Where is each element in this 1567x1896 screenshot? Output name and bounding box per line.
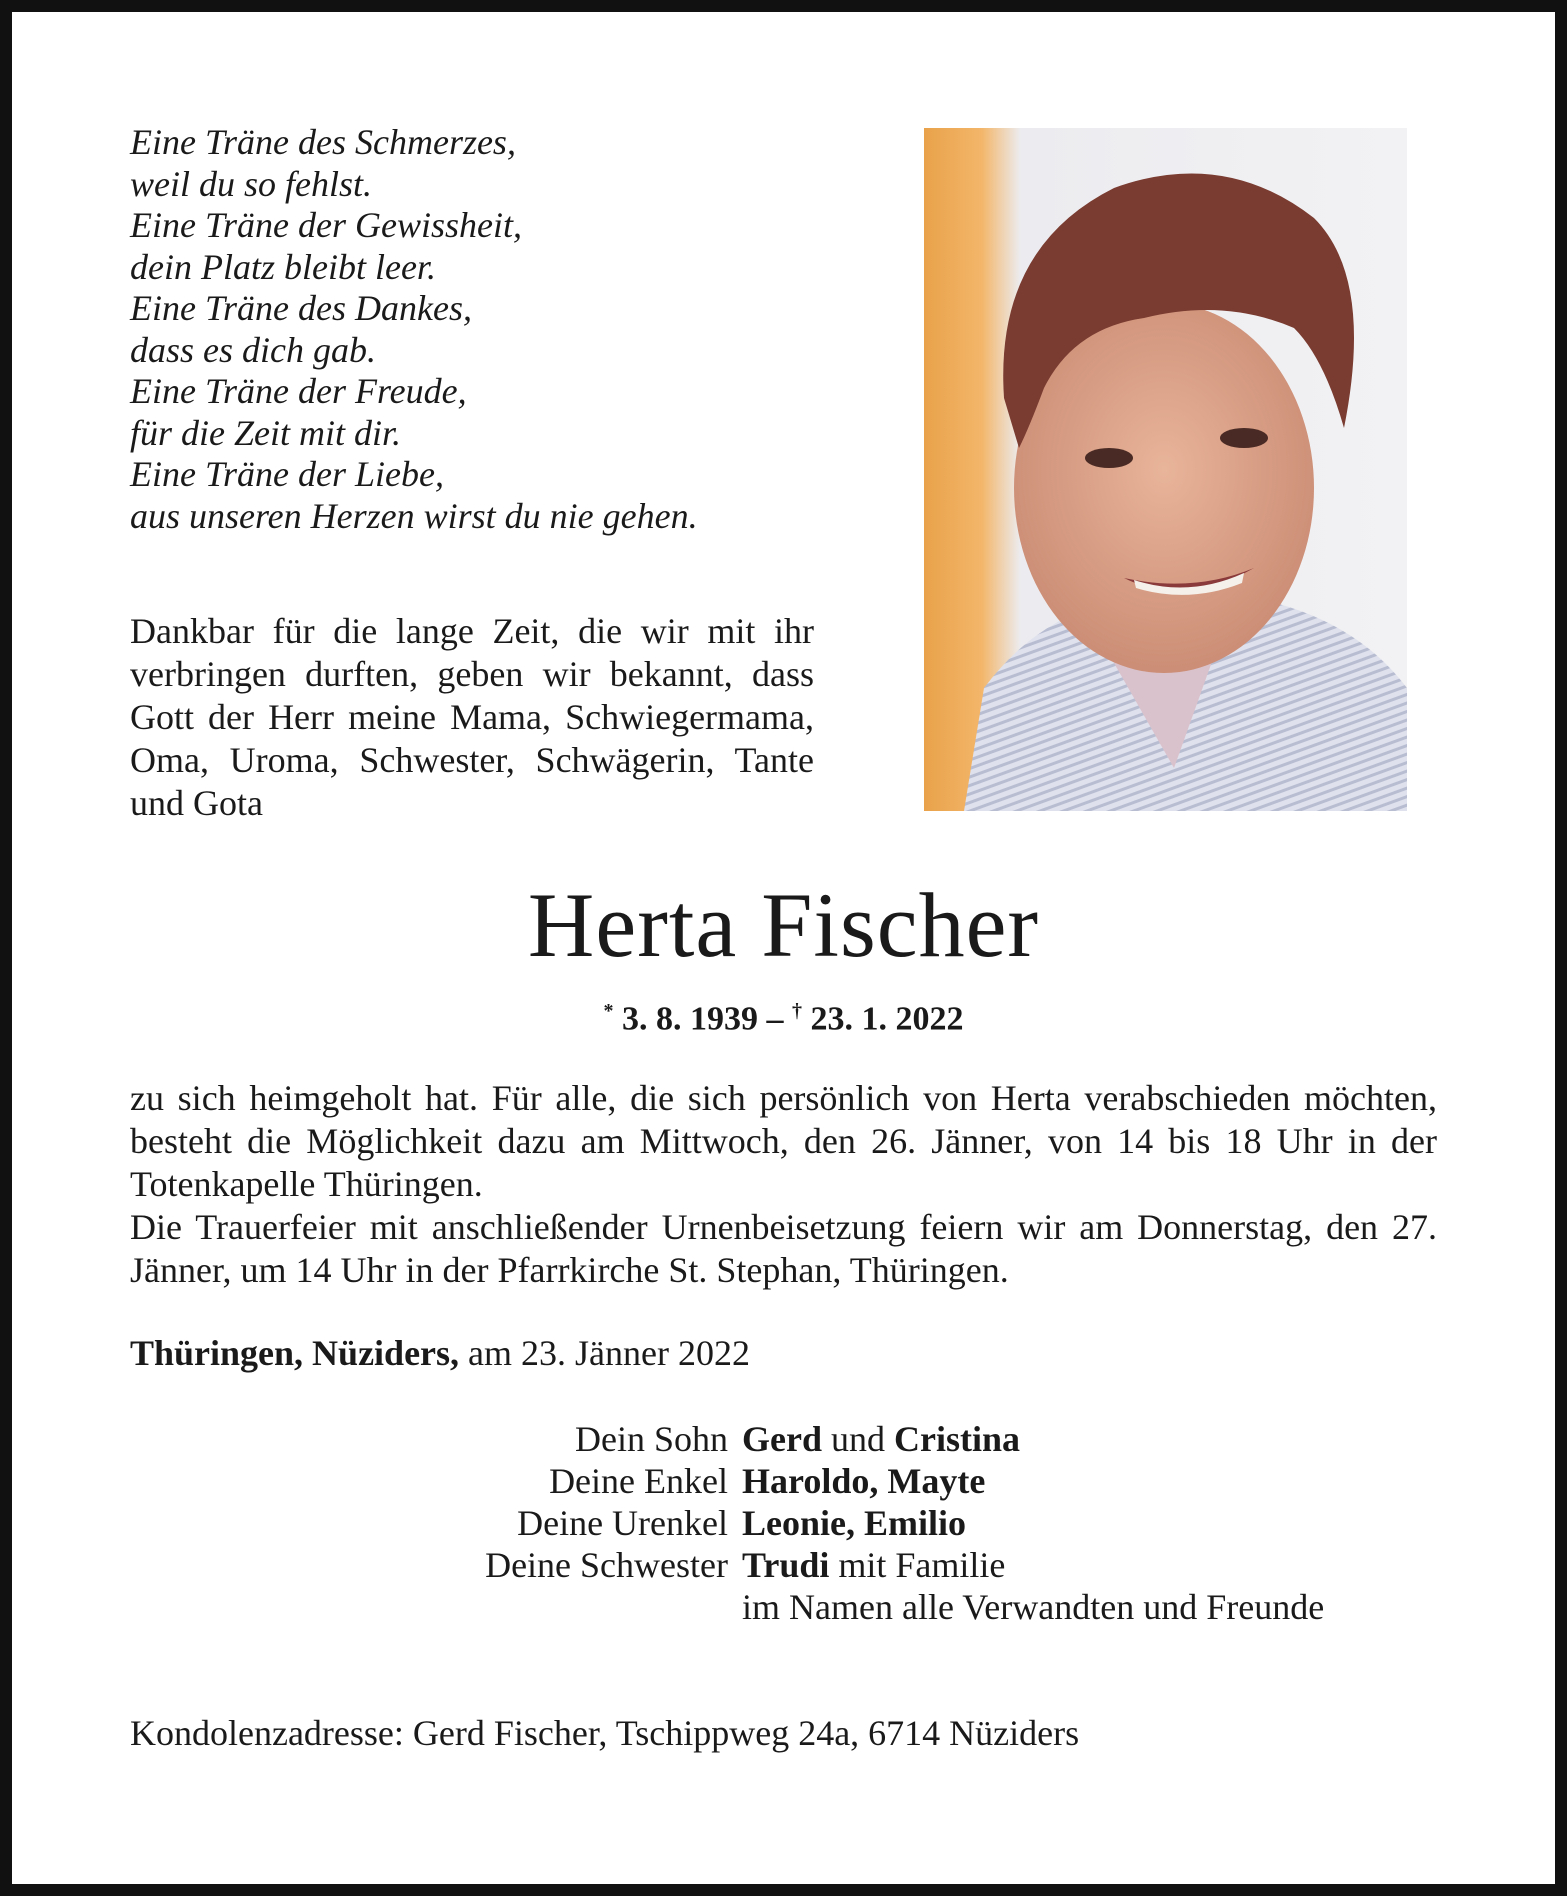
family-row — [130, 1544, 1437, 1586]
family-joiner: und — [830, 1419, 885, 1459]
family-row — [130, 1418, 1437, 1460]
family-row — [130, 1586, 1437, 1628]
poem-line: Eine Träne der Gewissheit, — [130, 205, 522, 245]
poem-line: Eine Träne der Liebe, — [130, 454, 444, 494]
family-row — [130, 1460, 1437, 1502]
life-dates — [0, 1000, 1567, 1038]
family-joiner: mit Familie — [838, 1545, 1006, 1585]
poem — [130, 122, 810, 537]
death-symbol: † — [792, 1000, 802, 1022]
portrait-photo — [924, 128, 1407, 811]
intro-text: Dankbar für die lange Zeit, die wir mit ihr verbringen durften, geben wir bekannt, dass Gott der Herr meine Mama, Schwiegermama, Oma, Uroma, Schwester, Schwägerin, Tante und Gota — [130, 611, 814, 823]
family-name: Haroldo, Mayte — [742, 1461, 986, 1501]
body-paragraph: zu sich heimgeholt hat. Für alle, die sich persönlich von Herta verabschieden möchten, besteht die Möglichkeit dazu am Mittwoch, den 26. Jänner, von 14 bis 18 Uhr in der Totenkapelle Thüringen. — [130, 1078, 1437, 1204]
family-relation: Deine Urenkel — [517, 1503, 728, 1543]
date-separator: – — [758, 1000, 792, 1038]
place-date — [130, 1332, 750, 1374]
family-relation: Deine Enkel — [549, 1461, 728, 1501]
condolence-address: Kondolenzadresse: Gerd Fischer, Tschippweg 24a, 6714 Nüziders — [130, 1713, 1080, 1753]
poem-line: für die Zeit mit dir. — [130, 412, 402, 453]
poem-line: aus unseren Herzen wirst du nie gehen. — [130, 495, 698, 536]
place-date-text: am 23. Jänner 2022 — [468, 1333, 750, 1373]
family-closing: im Namen alle Verwandten und Freunde — [742, 1587, 1325, 1627]
body-paragraph: Die Trauerfeier mit anschließender Urnenbeisetzung feiern wir am Donnerstag, den 27. Jänner, um 14 Uhr in der Pfarrkirche St. Stephan, Thüringen. — [130, 1207, 1437, 1290]
deceased-name: Herta Fischer — [527, 874, 1040, 976]
poem-line: Eine Träne des Schmerzes, — [130, 122, 516, 162]
family-name: Gerd — [742, 1419, 822, 1459]
family-row — [130, 1502, 1437, 1544]
death-date: 23. 1. 2022 — [810, 1000, 964, 1038]
poem-line: Eine Träne des Dankes, — [130, 288, 472, 328]
announcement-body — [130, 1077, 1437, 1292]
family-name: Leonie, Emilio — [742, 1503, 966, 1543]
birth-date: 3. 8. 1939 — [622, 1000, 758, 1038]
family-name: Trudi — [742, 1545, 830, 1585]
family-name: Cristina — [893, 1419, 1020, 1459]
birth-symbol: * — [603, 1000, 614, 1022]
poem-line: dein Platz bleibt leer. — [130, 246, 436, 287]
poem-line: Eine Träne der Freude, — [130, 371, 467, 411]
family-relation: Dein Sohn — [575, 1419, 728, 1459]
place-towns: Thüringen, Nüziders, — [130, 1333, 460, 1373]
family-list — [130, 1418, 1437, 1628]
poem-line: weil du so fehlst. — [130, 163, 372, 204]
family-relation: Deine Schwester — [485, 1545, 728, 1585]
poem-line: dass es dich gab. — [130, 329, 376, 370]
